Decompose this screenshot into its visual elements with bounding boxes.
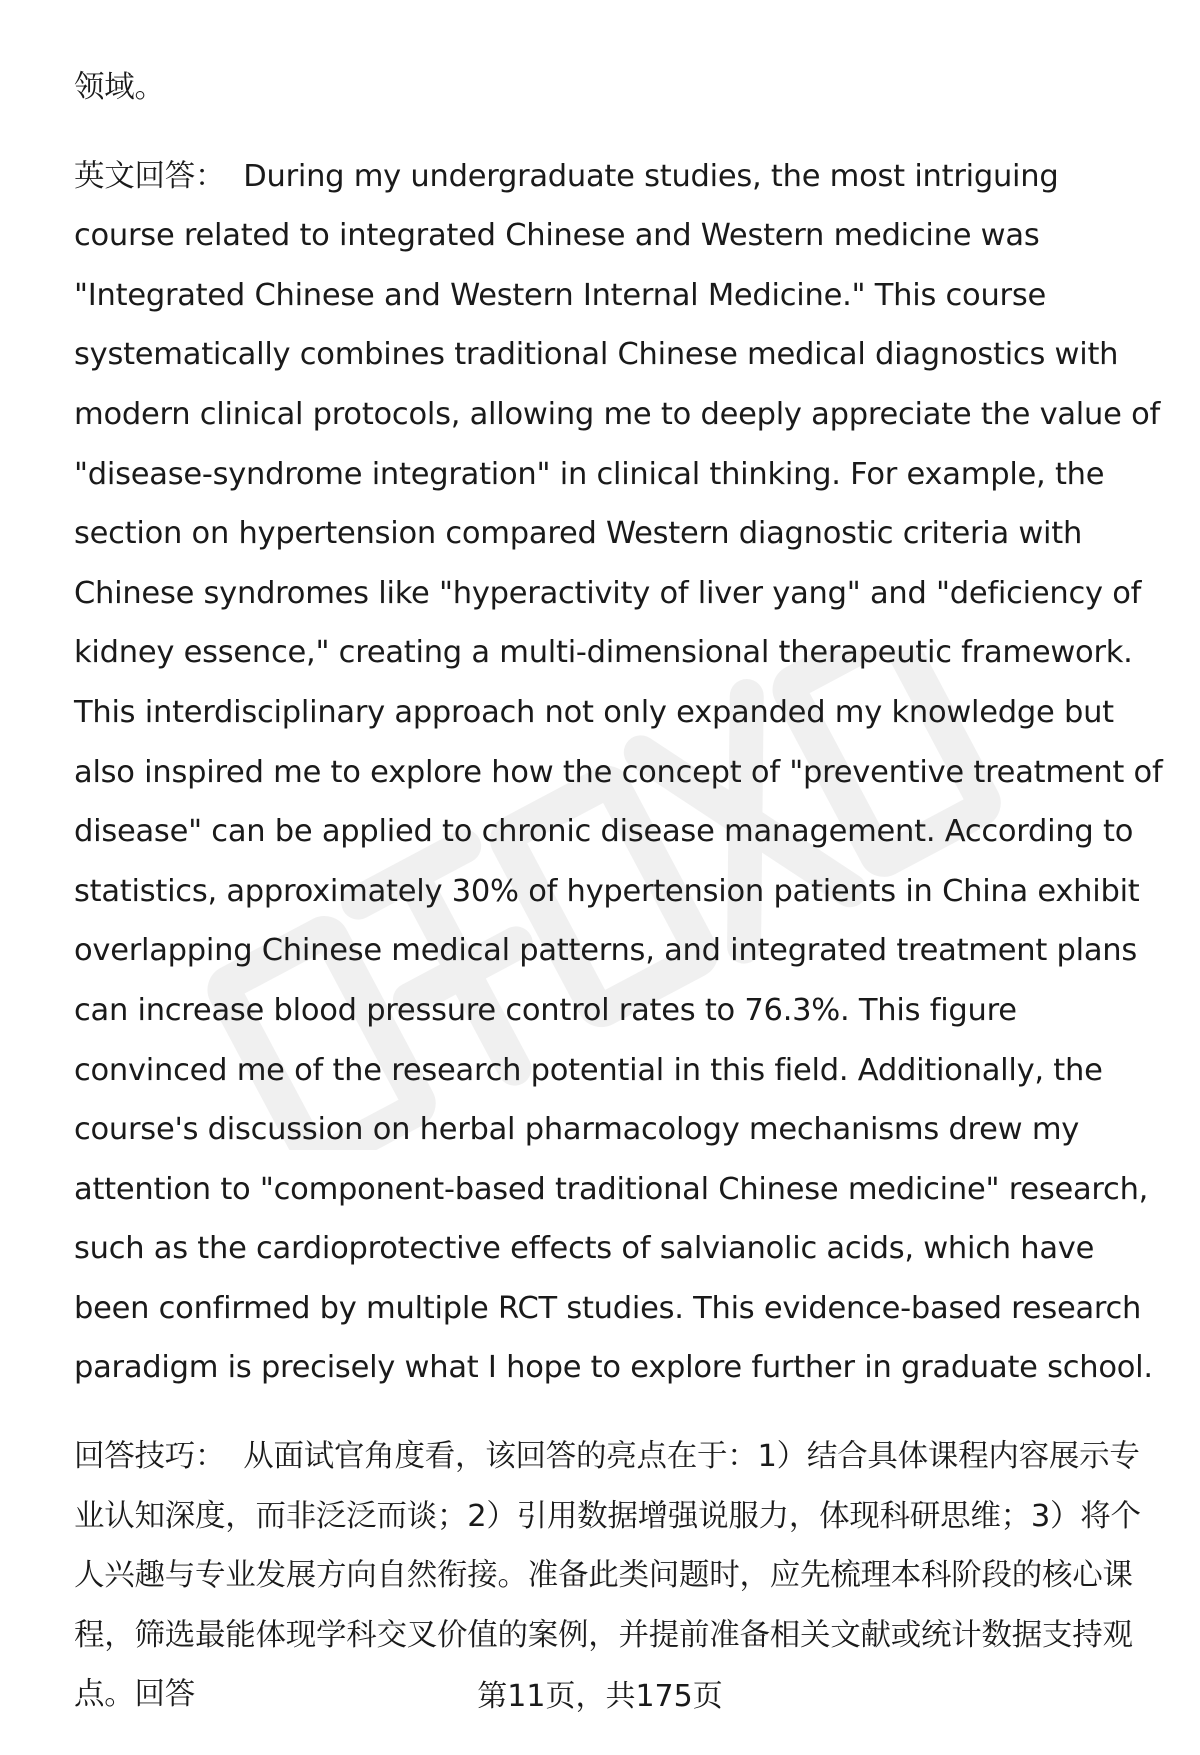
english-answer-text: During my undergraduate studies, the most intriguing course related to integrated Chinese and Western medicine was "Integrated Chinese and Western Internal Medicine." This course systematically combines traditional Chinese medical diagnostics with modern clinical protocols, allowing me to deeply appreciate the value of "disease-syndrome integration" in clinical thinking. For example, the section on hypertension compared Western diagnostic criteria with Chinese syndromes like "hyperactivity of liver yang" and "deficiency of kidney essence," creating a multi-dimensional therapeutic framework. This interdisciplinary approach not only expanded my knowledge but also inspired me to explore how the concept of "preventive treatment of disease" can be applied to chronic disease management. According to statistics, approximately 30% of hypertension patients in China exhibit overlapping Chinese medical patterns, and integrated treatment plans can increase blood pressure control rates to 76.3%. This figure convinced me of the research potential in this field. Additionally, the course's discussion on herbal pharmacology mechanisms drew my attention to "component-based traditional Chinese medicine" research, such as the cardioprotective effects of salvianolic acids, which have been confirmed by multiple RCT studies. This evidence-based research paradigm is precisely what I hope to explore further in graduate school. [74,158,1163,1386]
english-answer-paragraph [74,147,1164,1398]
english-answer-label: 英文回答： [74,158,226,194]
document-body [74,58,1164,1754]
continuation-text: 领域。 [74,70,165,105]
answer-tips-text: 从面试官角度看，该回答的亮点在于：1）结合具体课程内容展示专业认知深度，而非泛泛而谈；2）引用数据增强说服力，体现科研思维；3）将个人兴趣与专业发展方向自然衔接。准备此类问题时，应先梳理本科阶段的核心课程，筛选最能体现学科交叉价值的案例，并提前准备相关文献或统计数据支持观点。回答 [74,1439,1141,1713]
continuation-paragraph [74,58,1164,118]
answer-tips-label: 回答技巧： [74,1439,226,1475]
page-number-footer: 第11页，共175页 [477,1679,723,1714]
